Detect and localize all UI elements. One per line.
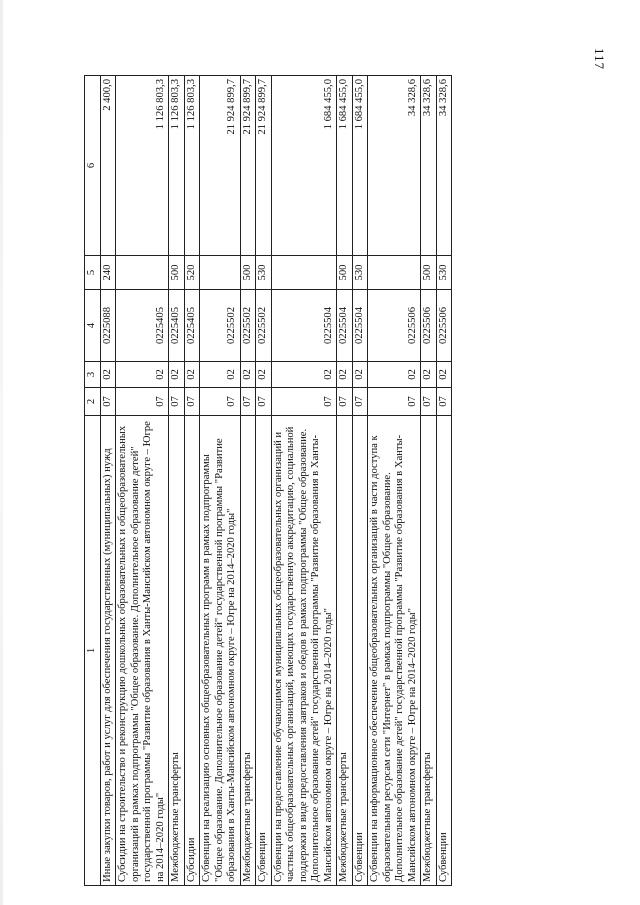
row-vr: 500 [169,256,185,290]
row-name: Межбюджетные трансферты [169,416,185,886]
row-pr: 02 [100,362,116,388]
row-rz: 07 [436,388,452,416]
row-rz: 07 [421,388,437,416]
row-vr: 530 [436,256,452,290]
row-pr: 02 [240,362,256,388]
page-number: 117 [592,48,607,71]
row-amount: 1 126 803,3 [116,76,169,256]
row-amount: 34 328,6 [368,76,421,256]
row-csr: 0225405 [116,290,169,362]
row-pr: 02 [337,362,353,388]
row-rz: 07 [271,388,337,416]
header-col-2: 2 [85,388,101,416]
table-row [240,76,256,886]
row-rz: 07 [200,388,241,416]
row-name: Межбюджетные трансферты [421,416,437,886]
header-col-1: 1 [85,416,101,886]
table-row [200,76,241,886]
table-row [271,76,337,886]
table-row [436,76,452,886]
row-csr: 0225506 [421,290,437,362]
row-rz: 07 [116,388,169,416]
row-csr: 0225504 [337,290,353,362]
row-vr [368,256,421,290]
row-amount: 21 924 899,7 [200,76,241,256]
row-csr: 0225502 [256,290,272,362]
row-rz: 07 [169,388,185,416]
row-vr [271,256,337,290]
scan-edge [0,0,3,905]
row-vr: 500 [240,256,256,290]
row-amount: 21 924 899,7 [240,76,256,256]
table-row [100,76,116,886]
row-name: Субвенции на реализацию основных общеобразовательных программ в рамках подпрограммы "Общее образование. Дополнительное образование детей" государственной программы "Развитие образования в Ханты-Мансийском автономном округе – Югре на 2014–2020 годы" [200,416,241,886]
row-csr: 0225506 [436,290,452,362]
row-rz: 07 [240,388,256,416]
row-csr: 0225502 [240,290,256,362]
row-vr [200,256,241,290]
row-amount: 2 400,0 [100,76,116,256]
row-name: Субвенции [256,416,272,886]
row-pr: 02 [421,362,437,388]
row-pr: 02 [352,362,368,388]
row-csr: 0225088 [100,290,116,362]
table-row [116,76,169,886]
row-rz: 07 [352,388,368,416]
row-pr: 02 [256,362,272,388]
row-name: Субвенции на информационное обеспечение общеобразовательных организаций в части доступа к образовательным ресурсам сети "Интернет" в рамках подпрограммы "Общее образование. Дополнительное образование детей" государственной программы "Развитие образования в Ханты-Мансийском автономном округе – Югре на 2014–2020 годы" [368,416,421,886]
row-csr: 0225502 [200,290,241,362]
row-amount: 34 328,6 [436,76,452,256]
table-row [352,76,368,886]
row-name: Межбюджетные трансферты [337,416,353,886]
row-name: Субвенции на предоставление обучающимся муниципальных общеобразовательных организаций и частных общеобразовательных организаций, имеющих государственную аккредитацию, социальной поддержки в виде предоставления завтраков и обедов в рамках подпрограммы "Общее образование. Дополнительное образование детей" государственной программы "Развитие образования в Ханты-Мансийском автономном округе – Югре на 2014–2020 годы" [271,416,337,886]
header-col-6: 6 [85,76,101,256]
row-amount: 1 684 455,0 [271,76,337,256]
budget-table [84,75,452,886]
table-row [169,76,185,886]
row-pr: 02 [116,362,169,388]
table-row [368,76,421,886]
row-vr [116,256,169,290]
row-amount: 34 328,6 [421,76,437,256]
row-vr: 500 [337,256,353,290]
row-rz: 07 [100,388,116,416]
row-pr: 02 [436,362,452,388]
table-row [256,76,272,886]
row-pr: 02 [184,362,200,388]
row-csr: 0225405 [184,290,200,362]
row-name: Субсидии на строительство и реконструкцию дошкольных образовательных и общеобразовательных организаций в рамках подпрограммы "Общее образование. Дополнительное образование детей" государственной программы "Развитие образования в Ханты-Мансийском автономном округе – Югре на 2014–2020 годы" [116,416,169,886]
header-row [85,76,101,886]
row-name: Субвенции [352,416,368,886]
row-amount: 1 126 803,3 [169,76,185,256]
table-row [421,76,437,886]
row-rz: 07 [256,388,272,416]
row-rz: 07 [337,388,353,416]
table-row [337,76,353,886]
row-pr: 02 [169,362,185,388]
row-name: Межбюджетные трансферты [240,416,256,886]
row-pr: 02 [200,362,241,388]
header-col-3: 3 [85,362,101,388]
row-vr: 520 [184,256,200,290]
rotated-table-wrapper [84,76,564,886]
row-pr: 02 [271,362,337,388]
header-col-5: 5 [85,256,101,290]
row-csr: 0225506 [368,290,421,362]
table-row [184,76,200,886]
row-csr: 0225504 [352,290,368,362]
header-col-4: 4 [85,290,101,362]
row-csr: 0225405 [169,290,185,362]
row-vr: 500 [421,256,437,290]
row-name: Иные закупки товаров, работ и услуг для обеспечения государственных (муниципальных) нужд [100,416,116,886]
row-pr: 02 [368,362,421,388]
row-amount: 21 924 899,7 [256,76,272,256]
row-name: Субсидии [184,416,200,886]
row-amount: 1 126 803,3 [184,76,200,256]
row-vr: 240 [100,256,116,290]
row-csr: 0225504 [271,290,337,362]
row-vr: 530 [256,256,272,290]
row-amount: 1 684 455,0 [352,76,368,256]
row-rz: 07 [368,388,421,416]
row-rz: 07 [184,388,200,416]
row-name: Субвенции [436,416,452,886]
row-vr: 530 [352,256,368,290]
row-amount: 1 684 455,0 [337,76,353,256]
